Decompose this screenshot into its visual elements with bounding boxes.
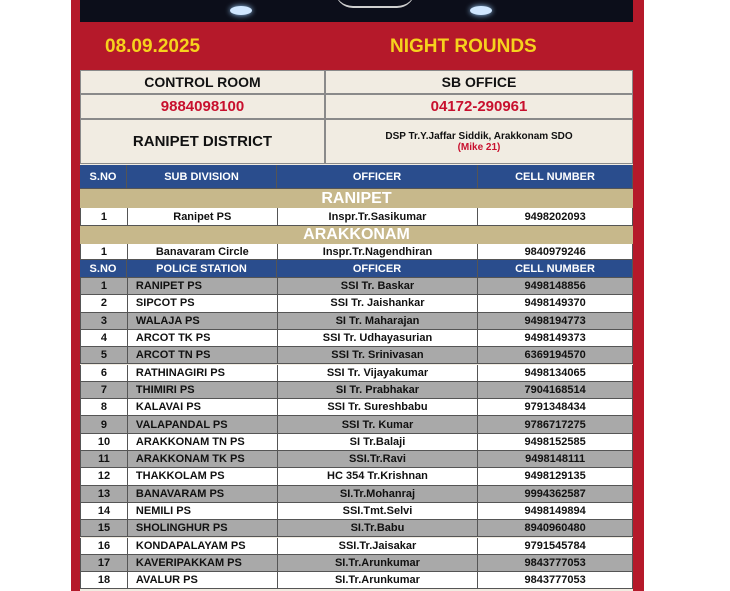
row-sno: 18 <box>81 572 128 589</box>
row-sno: 17 <box>81 555 128 572</box>
header-cell-number: CELL NUMBER <box>478 165 633 189</box>
row-station: AVALUR PS <box>128 572 278 589</box>
row-sno: 5 <box>81 347 128 364</box>
row-station: ARAKKONAM TK PS <box>128 451 278 468</box>
row-station: SIPCOT PS <box>128 295 278 312</box>
table-row <box>80 503 633 520</box>
table-row <box>80 295 633 312</box>
row-station: SHOLINGHUR PS <box>128 520 278 537</box>
row-station: ARCOT TK PS <box>128 330 278 347</box>
row-sno: 1 <box>81 244 128 260</box>
sb-office-label: SB OFFICE <box>325 70 633 94</box>
dsp-line: DSP Tr.Y.Jaffar Siddik, Arakkonam SDO <box>385 130 573 142</box>
row-officer: Inspr.Tr.Nagendhiran <box>278 244 479 260</box>
row-station: KONDAPALAYAM PS <box>128 538 278 555</box>
section-arakkonam: ARAKKONAM <box>80 226 633 244</box>
table-row <box>80 451 633 468</box>
header-cell-number: CELL NUMBER <box>478 260 633 278</box>
table-row <box>80 416 633 433</box>
header-officer: OFFICER <box>277 260 478 278</box>
row-officer: HC 354 Tr.Krishnan <box>278 468 479 485</box>
row-station: ARAKKONAM TN PS <box>128 434 278 451</box>
table-row <box>80 572 633 589</box>
row-cell: 9498134065 <box>478 365 633 382</box>
row-officer: SSI Tr. Srinivasan <box>278 347 479 364</box>
row-unit: Banavaram Circle <box>128 244 278 260</box>
header-officer: OFFICER <box>277 165 478 189</box>
date-label: 08.09.2025 <box>105 36 201 57</box>
header-police-station: POLICE STATION <box>127 260 277 278</box>
station-header-row <box>80 260 633 278</box>
row-officer: SSI.Tr.Jaisakar <box>278 538 479 555</box>
row-cell: 6369194570 <box>478 347 633 364</box>
section-ranipet: RANIPET <box>80 189 633 208</box>
table-row <box>80 330 633 347</box>
row-sno: 1 <box>81 278 128 295</box>
row-sno: 3 <box>81 313 128 330</box>
row-station: VALAPANDAL PS <box>128 416 278 433</box>
row-station: WALAJA PS <box>128 313 278 330</box>
row-officer: SSI.Tmt.Selvi <box>278 503 479 520</box>
table-row <box>80 382 633 399</box>
row-cell: 9498194773 <box>478 313 633 330</box>
row-sno: 12 <box>81 468 128 485</box>
row-sno: 10 <box>81 434 128 451</box>
header-sno: S.NO <box>80 165 127 189</box>
row-station: KALAVAI PS <box>128 399 278 416</box>
table-row <box>80 365 633 382</box>
table-row <box>80 313 633 330</box>
row-sno: 16 <box>81 538 128 555</box>
row-cell: 9498129135 <box>478 468 633 485</box>
row-cell: 7904168514 <box>478 382 633 399</box>
row-station: RANIPET PS <box>128 278 278 295</box>
dsp-callsign: (Mike 21) <box>457 141 501 153</box>
row-sno: 1 <box>81 208 128 226</box>
row-officer: SSI Tr. Kumar <box>278 416 479 433</box>
row-station: THAKKOLAM PS <box>128 468 278 485</box>
row-sno: 4 <box>81 330 128 347</box>
row-sno: 11 <box>81 451 128 468</box>
district-name: RANIPET DISTRICT <box>80 119 325 164</box>
row-cell: 9994362587 <box>478 486 633 503</box>
row-officer: SI.Tr.Mohanraj <box>278 486 479 503</box>
banner-image <box>80 0 633 22</box>
table-row <box>80 520 633 537</box>
dsp-info <box>325 119 633 164</box>
table-row <box>80 347 633 364</box>
row-cell: 9840979246 <box>478 244 633 260</box>
row-cell: 9498148111 <box>478 451 633 468</box>
row-cell: 9843777053 <box>478 572 633 589</box>
headlight-right <box>470 6 492 15</box>
row-station: THIMIRI PS <box>128 382 278 399</box>
row-sno: 2 <box>81 295 128 312</box>
row-officer: SSI.Tr.Ravi <box>278 451 479 468</box>
row-cell: 9498152585 <box>478 434 633 451</box>
table-row <box>80 434 633 451</box>
row-station: KAVERIPAKKAM PS <box>128 555 278 572</box>
row-cell: 9786717275 <box>478 416 633 433</box>
row-cell: 9843777053 <box>478 555 633 572</box>
control-room-number: 9884098100 <box>80 94 325 119</box>
row-sno: 15 <box>81 520 128 537</box>
control-room-label: CONTROL ROOM <box>80 70 325 94</box>
row-officer: SSI Tr. Jaishankar <box>278 295 479 312</box>
row-cell: 9498148856 <box>478 278 633 295</box>
row-officer: SI Tr. Maharajan <box>278 313 479 330</box>
row-station: NEMILI PS <box>128 503 278 520</box>
headlight-left <box>230 6 252 15</box>
banner-emblem-arc <box>335 0 415 8</box>
row-officer: Inspr.Tr.Sasikumar <box>278 208 479 226</box>
row-cell: 9498149894 <box>478 503 633 520</box>
header-sub-division: SUB DIVISION <box>127 165 277 189</box>
row-cell: 9791545784 <box>478 538 633 555</box>
row-sno: 6 <box>81 365 128 382</box>
row-sno: 8 <box>81 399 128 416</box>
row-station: ARCOT TN PS <box>128 347 278 364</box>
row-sno: 13 <box>81 486 128 503</box>
table-row <box>80 278 633 295</box>
table-row <box>80 468 633 485</box>
table-row <box>80 538 633 555</box>
row-cell: 9498149370 <box>478 295 633 312</box>
row-officer: SSI Tr. Sureshbabu <box>278 399 479 416</box>
row-officer: SI Tr.Balaji <box>278 434 479 451</box>
row-sno: 7 <box>81 382 128 399</box>
row-unit: Ranipet PS <box>128 208 278 226</box>
row-officer: SI.Tr.Babu <box>278 520 479 537</box>
row-sno: 9 <box>81 416 128 433</box>
title-bar <box>80 22 633 70</box>
subdivision-header-row <box>80 165 633 189</box>
sb-office-number: 04172-290961 <box>325 94 633 119</box>
row-station: RATHINAGIRI PS <box>128 365 278 382</box>
table-row <box>80 486 633 503</box>
row-officer: SI.Tr.Arunkumar <box>278 572 479 589</box>
row-cell: 8940960480 <box>478 520 633 537</box>
table-row <box>80 555 633 572</box>
row-officer: SSI Tr. Baskar <box>278 278 479 295</box>
table-row <box>80 244 633 260</box>
row-cell: 9498149373 <box>478 330 633 347</box>
header-sno: S.NO <box>80 260 127 278</box>
row-officer: SSI Tr. Udhayasurian <box>278 330 479 347</box>
row-cell: 9791348434 <box>478 399 633 416</box>
row-officer: SI.Tr.Arunkumar <box>278 555 479 572</box>
row-cell: 9498202093 <box>478 208 633 226</box>
roster-sheet <box>80 70 633 591</box>
row-station: BANAVARAM PS <box>128 486 278 503</box>
row-officer: SSI Tr. Vijayakumar <box>278 365 479 382</box>
page-title: NIGHT ROUNDS <box>390 36 537 57</box>
table-row <box>80 208 633 226</box>
row-sno: 14 <box>81 503 128 520</box>
table-row <box>80 399 633 416</box>
row-officer: SI Tr. Prabhakar <box>278 382 479 399</box>
